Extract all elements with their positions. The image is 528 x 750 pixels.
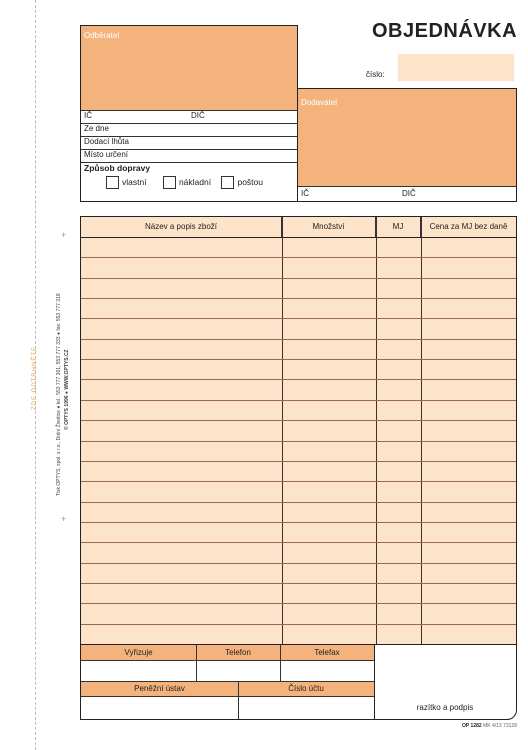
vlastni-checkbox[interactable] (106, 176, 119, 189)
misto-urceni-label: Místo určení (84, 150, 129, 159)
cislo-field[interactable] (398, 54, 514, 81)
table-row[interactable] (81, 461, 516, 481)
odberatel-box (80, 25, 298, 202)
nakladni-label: nákladní (178, 176, 212, 187)
col-header-mnozstvi: Množství (282, 217, 376, 237)
col-header-nazev: Název a popis zboží (81, 217, 282, 237)
form-code-small: MK 4/13 73128 (483, 723, 517, 729)
telefon-field[interactable] (196, 660, 280, 681)
cislo-uctu-label: Číslo účtu (288, 684, 324, 693)
table-row[interactable] (81, 278, 516, 298)
table-row[interactable] (81, 441, 516, 461)
ze-dne-label: Ze dne (84, 124, 109, 133)
table-row[interactable] (81, 318, 516, 338)
ic-dic-row[interactable] (81, 110, 297, 123)
dodavatel-box (297, 88, 517, 202)
col-header-cena: Cena za MJ bez daně (429, 222, 508, 231)
table-row[interactable] (81, 624, 516, 644)
penezni-ustav-label: Peněžní ústav (134, 684, 185, 693)
dic-label: DIČ (191, 111, 205, 120)
cislo-uctu-field[interactable] (238, 696, 374, 719)
razitko-label: razítko a podpis (416, 703, 474, 712)
table-row[interactable] (81, 522, 516, 542)
misto-urceni-row[interactable] (81, 149, 297, 162)
items-table (80, 216, 517, 646)
publisher-text: Tisk OPTYS, spol. s r.o., Dolní Životice ● tel.: 553 777 361, 553 777 333 ● fax: 553 777 318 (56, 293, 62, 496)
vlastni-label: vlastní (122, 176, 147, 187)
table-row[interactable] (81, 603, 516, 623)
table-row[interactable] (81, 481, 516, 501)
ze-dne-row[interactable] (81, 123, 297, 136)
form-code-bold: OP 1282 (462, 723, 482, 729)
zpusob-dopravy-label: Způsob dopravy (84, 163, 151, 173)
table-row[interactable] (81, 298, 516, 318)
postou-checkbox[interactable] (221, 176, 234, 189)
vyrizuje-field[interactable] (81, 660, 196, 681)
plus-mark-icon: + (61, 230, 67, 240)
table-row[interactable] (81, 420, 516, 440)
table-row[interactable] (81, 379, 516, 399)
dodavatel-label: Dodavatel (301, 98, 338, 107)
table-row[interactable] (81, 542, 516, 562)
table-row[interactable] (81, 563, 516, 583)
table-row[interactable] (81, 257, 516, 277)
cislo-label: číslo: (366, 70, 385, 79)
tear-here-label: ZDE ODTRHNĚTE (32, 346, 38, 410)
table-row[interactable] (81, 339, 516, 359)
odberatel-label: Odběratel (84, 31, 120, 40)
col-header-mj: MJ (376, 217, 421, 237)
zpusob-dopravy-row (81, 162, 297, 200)
telefax-label: Telefax (314, 648, 340, 657)
postou-label: poštou (237, 176, 263, 187)
nakladni-checkbox[interactable] (163, 176, 176, 189)
plus-mark-icon: + (61, 514, 67, 524)
table-row[interactable] (81, 359, 516, 379)
odberatel-field[interactable] (81, 26, 297, 110)
dodavatel-ic-label: IČ (301, 189, 309, 198)
ic-label: IČ (84, 111, 92, 120)
dodavatel-field[interactable] (298, 89, 516, 186)
page-title: OBJEDNÁVKA (372, 20, 518, 42)
dodaci-lhuta-label: Dodací lhůta (84, 137, 129, 146)
telefon-label: Telefon (225, 648, 251, 657)
vyrizuje-label: Vyřizuje (124, 648, 153, 657)
dodaci-lhuta-row[interactable] (81, 136, 297, 149)
penezni-ustav-field[interactable] (81, 696, 238, 719)
table-row[interactable] (81, 502, 516, 522)
table-row[interactable] (81, 400, 516, 420)
table-row[interactable] (81, 237, 516, 257)
table-row[interactable] (81, 583, 516, 603)
copyright-text: © OPTYS 1996 ● WWW.OPTYS.CZ (64, 349, 70, 430)
telefax-field[interactable] (280, 660, 374, 681)
dodavatel-dic-label: DIČ (402, 189, 416, 198)
dodavatel-ic-dic-row[interactable] (298, 186, 516, 201)
footer-box (80, 644, 517, 720)
form-code (420, 723, 517, 729)
